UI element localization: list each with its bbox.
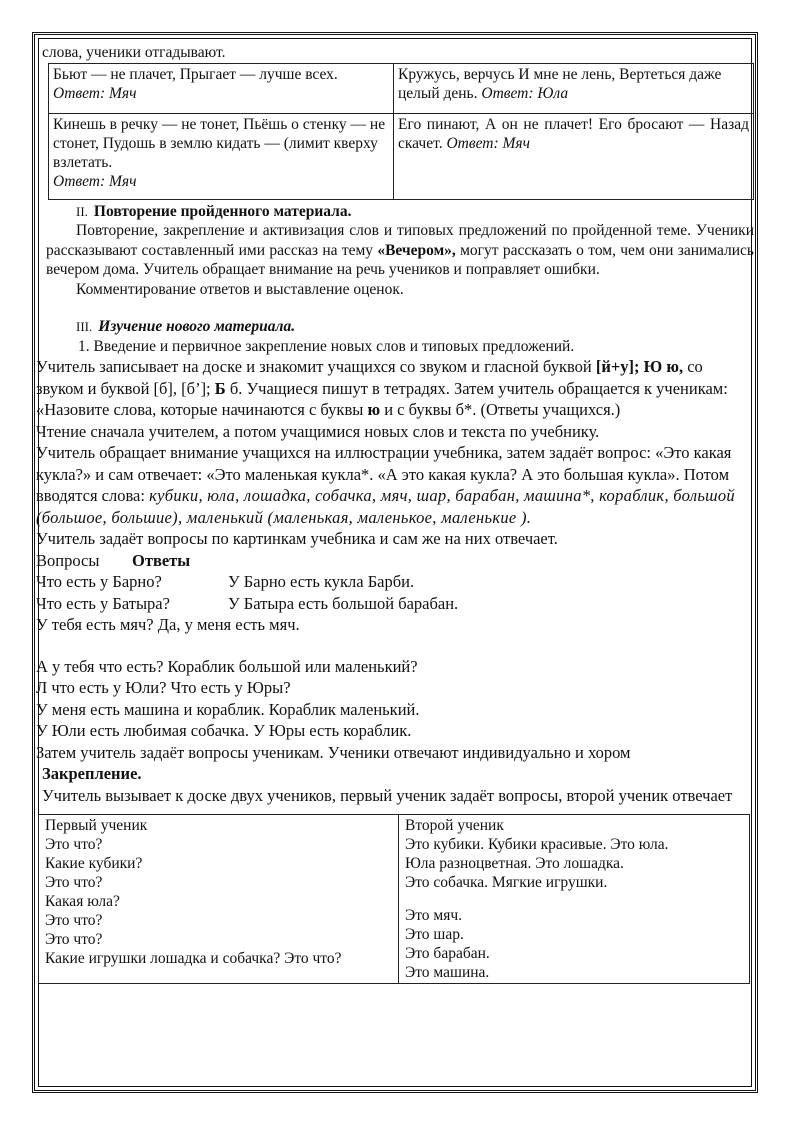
riddles-table (48, 63, 754, 200)
table-row (49, 63, 754, 113)
consolidation-text: Учитель вызывает к доске двух учеников, первый ученик задаёт вопросы, второй ученик отвечает (42, 785, 733, 805)
dialog-line: У меня есть машина и кораблик. Кораблик маленький. (36, 699, 420, 719)
paragraph: Учитель задаёт вопросы по картинкам учебника и сам же на них отвечает. (36, 529, 558, 548)
dialog-line: У Юли есть любимая собачка. У Юры есть кораблик. (36, 721, 412, 740)
riddle-cell: Его пинают, А он не плачет! Его бросают — Назад скачет. Ответ: Мяч (394, 113, 754, 199)
riddle-cell: Кружусь, верчусь И мне не лень, Вертеться даже целый день. Ответ: Юла (394, 63, 754, 113)
section-3-item-1: 1. Введение и первичное закрепление новых слов и типовых предложений. (78, 337, 575, 355)
qa-header: Вопросы Ответы (36, 550, 191, 570)
section-3-heading: III. Изучение нового материала. (76, 318, 296, 335)
paragraph: Чтение сначала учителем, а потом учащимися новых слов и текста по учебнику. (36, 421, 600, 441)
section-3-body (36, 356, 754, 806)
section-2-paragraph: Повторение, закрепление и активизация слов и типовых предложений по пройденной теме. Ученики рассказывают составленный ими рассказ на тему «Вечером», могут рассказать о том, чем они занимались вечером дома. Учитель обращает внимание на речь учеников и поправляет ошибки. (46, 222, 754, 278)
section-2-heading: II. Повторение пройденного материала. (76, 202, 352, 220)
document-content (36, 44, 754, 984)
qa-row: Что есть у Барно? У Барно есть кукла Барби. (36, 572, 415, 591)
first-student-cell: Первый ученик Это что? Какие кубики? Это что? Какая юла? Это что? Это что? Какие игрушки лошадка и собачка? Это что? (39, 815, 399, 984)
paragraph: Учитель обращает внимание учащихся на иллюстрации учебника, затем задаёт вопрос: «Это какая кукла?» и сам отвечает: «Это маленькая кукла*. «А это какая кукла? А это большая кукла». Потом вводятся слова: кубики, юла, лошадка, собачка, мяч, шар, барабан, машина*, кораблик, большой (большое, большие), маленький (маленькая, маленькое, маленькие ). (36, 443, 735, 527)
table-row (49, 113, 754, 199)
riddle-cell: Бьют — не плачет, Прыгает — лучше всех. Ответ: Мяч (49, 63, 394, 113)
paragraph: Учитель записывает на доске и знакомит учащихся со звуком и гласной буквой [й+у]; Ю ю, со звуком и буквой [б], [б’]; Б б. Учащиеся пишут в тетрадях. Затем учитель обращается к ученикам: «Назовите слова, которые начинаются с буквы ю и с буквы б*. (Ответы учащихся.) (36, 357, 728, 419)
dialog-table (38, 814, 750, 984)
table-row (39, 815, 750, 984)
riddle-cell: Кинешь в речку — не тонет, Пьёшь о стенку — не стонет, Пудошь в землю кидать — (лимит кверху взлетать. Ответ: Мяч (49, 113, 394, 199)
consolidation-heading: Закрепление. (42, 764, 142, 783)
qa-line: У тебя есть мяч? Да, у меня есть мяч. (36, 615, 300, 634)
qa-row: Что есть у Батыра? У Батыра есть большой барабан. (36, 593, 459, 613)
dialog-line: Л что есть у Юли? Что есть у Юры? (36, 678, 291, 697)
intro-line: слова, ученики отгадывают. (42, 44, 226, 61)
section-2-comment: Комментирование ответов и выставление оценок. (76, 280, 404, 298)
dialog-line: А у тебя что есть? Кораблик большой или маленький? (36, 656, 418, 676)
second-student-cell: Второй ученик Это кубики. Кубики красивые. Это юла. Юла разноцветная. Это лошадка. Это собачка. Мягкие игрушки. Это мяч. Это шар. Это барабан. Это машина. (399, 815, 750, 984)
dialog-line: Затем учитель задаёт вопросы ученикам. Ученики отвечают индивидуально и хором (36, 742, 631, 762)
